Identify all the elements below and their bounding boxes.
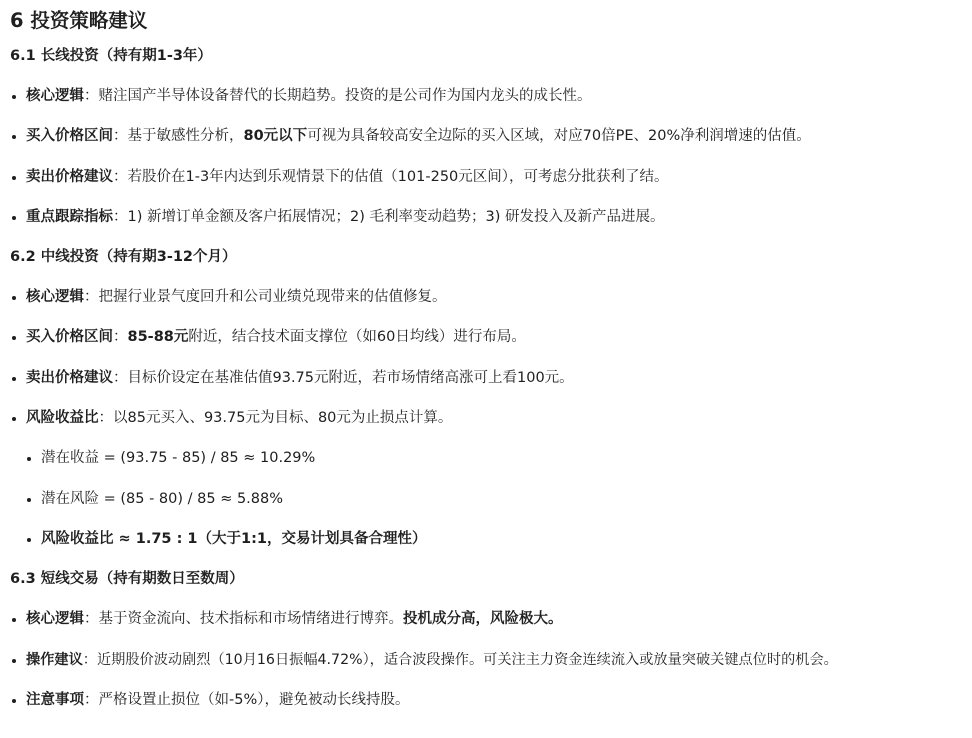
item-text: 近期股价波动剧烈（10月16日振幅4.72%），适合波段操作。可关注主力资金连续流入或放量突破关键点位时的机会。 (96, 651, 838, 668)
item-text: 把握行业景气度回升和公司业绩兑现带来的估值修复。 (98, 289, 447, 306)
item-strong: 投机成分高，风险极大。 (403, 611, 563, 628)
subsection-heading-6-1: 6.1 长线投资（持有期1-3年） (10, 48, 212, 64)
item-text: 附近，结合技术面支撑位（如60日均线）进行布局。 (188, 329, 526, 346)
item-strong: 85-88元 (127, 329, 189, 346)
item-label: 买入价格区间 (26, 128, 113, 145)
item-strong: 风险收益比 ≈ 1.75 : 1（大于1:1，交易计划具备合理性） (41, 530, 427, 547)
sub-item-potential-gain: 潜在收益 = (93.75 - 85) / 85 ≈ 10.29% (10, 438, 972, 478)
item-text: 以85元买入、93.75元为目标、80元为止损点计算。 (113, 410, 453, 427)
list-6-3 (10, 599, 972, 720)
list-6-2 (10, 277, 972, 559)
subsection-heading-6-2: 6.2 中线投资（持有期3-12个月） (10, 249, 237, 266)
item-label: 买入价格区间 (26, 329, 113, 346)
item-label: 核心逻辑 (26, 289, 84, 306)
item-text: 1) 新增订单金额及客户拓展情况；2) 毛利率变动趋势；3) 研发投入及新产品进展。 (127, 208, 665, 225)
list-item-sell-advice-mid: 卖出价格建议：目标价设定在基准估值93.75元附近，若市场情绪高涨可上看100元。 (10, 358, 972, 398)
list-item-operation-advice: 操作建议：近期股价波动剧烈（10月16日振幅4.72%），适合波段操作。可关注主力资金连续流入或放量突破关键点位时的机会。 (10, 640, 972, 680)
item-label: 重点跟踪指标 (26, 208, 113, 225)
list-item-buy-range-mid: 买入价格区间：85-88元附近，结合技术面支撑位（如60日均线）进行布局。 (10, 317, 972, 357)
item-label: 操作建议 (26, 651, 83, 668)
list-item-core-logic-short: 核心逻辑：基于资金流向、技术指标和市场情绪进行博弈。投机成分高，风险极大。 (10, 599, 972, 639)
item-strong: 80元以下 (243, 128, 308, 145)
sub-item-risk-reward-ratio (10, 519, 972, 559)
list-6-1 (10, 76, 972, 237)
item-label: 核心逻辑 (26, 611, 84, 628)
item-label: 注意事项 (26, 691, 84, 708)
list-item-buy-range-long: 买入价格区间：基于敏感性分析，80元以下可视为具备较高安全边际的买入区域，对应70倍PE、20%净利润增速的估值。 (10, 116, 972, 156)
item-text: 目标价设定在基准估值93.75元附近，若市场情绪高涨可上看100元。 (127, 369, 574, 386)
sub-item-potential-risk: 潜在风险 = (85 - 80) / 85 ≈ 5.88% (10, 479, 972, 519)
item-text: 基于资金流向、技术指标和市场情绪进行博弈。 (98, 611, 403, 628)
list-item-tracking-metrics: 重点跟踪指标：1) 新增订单金额及客户拓展情况；2) 毛利率变动趋势；3) 研发投入及新产品进展。 (10, 197, 972, 237)
item-text: 严格设置止损位（如-5%），避免被动长线持股。 (98, 691, 410, 708)
section-title: 6 投资策略建议 (10, 9, 148, 32)
list-item-core-logic-long: 核心逻辑：赌注国产半导体设备替代的长期趋势。投资的是公司作为国内龙头的成长性。 (10, 76, 972, 116)
list-item-notes: 注意事项：严格设置止损位（如-5%），避免被动长线持股。 (10, 680, 972, 720)
item-label: 卖出价格建议 (26, 168, 113, 185)
list-item-sell-advice-long: 卖出价格建议：若股价在1-3年内达到乐观情景下的估值（101-250元区间），可考虑分批获利了结。 (10, 157, 972, 197)
item-label: 核心逻辑 (26, 88, 84, 104)
subsection-heading-6-3: 6.3 短线交易（持有期数日至数周） (10, 571, 244, 588)
list-item-risk-reward: 风险收益比：以85元买入、93.75元为目标、80元为止损点计算。 (10, 398, 972, 438)
item-text: 可视为具备较高安全边际的买入区域，对应70倍PE、20%净利润增速的估值。 (307, 128, 811, 145)
item-text: 赌注国产半导体设备替代的长期趋势。投资的是公司作为国内龙头的成长性。 (98, 88, 592, 104)
item-label: 卖出价格建议 (26, 369, 113, 386)
list-item-core-logic-mid: 核心逻辑：把握行业景气度回升和公司业绩兑现带来的估值修复。 (10, 277, 972, 317)
item-text: 若股价在1-3年内达到乐观情景下的估值（101-250元区间），可考虑分批获利了结。 (127, 168, 669, 185)
item-text: 基于敏感性分析， (127, 128, 244, 145)
item-label: 风险收益比 (26, 410, 99, 427)
